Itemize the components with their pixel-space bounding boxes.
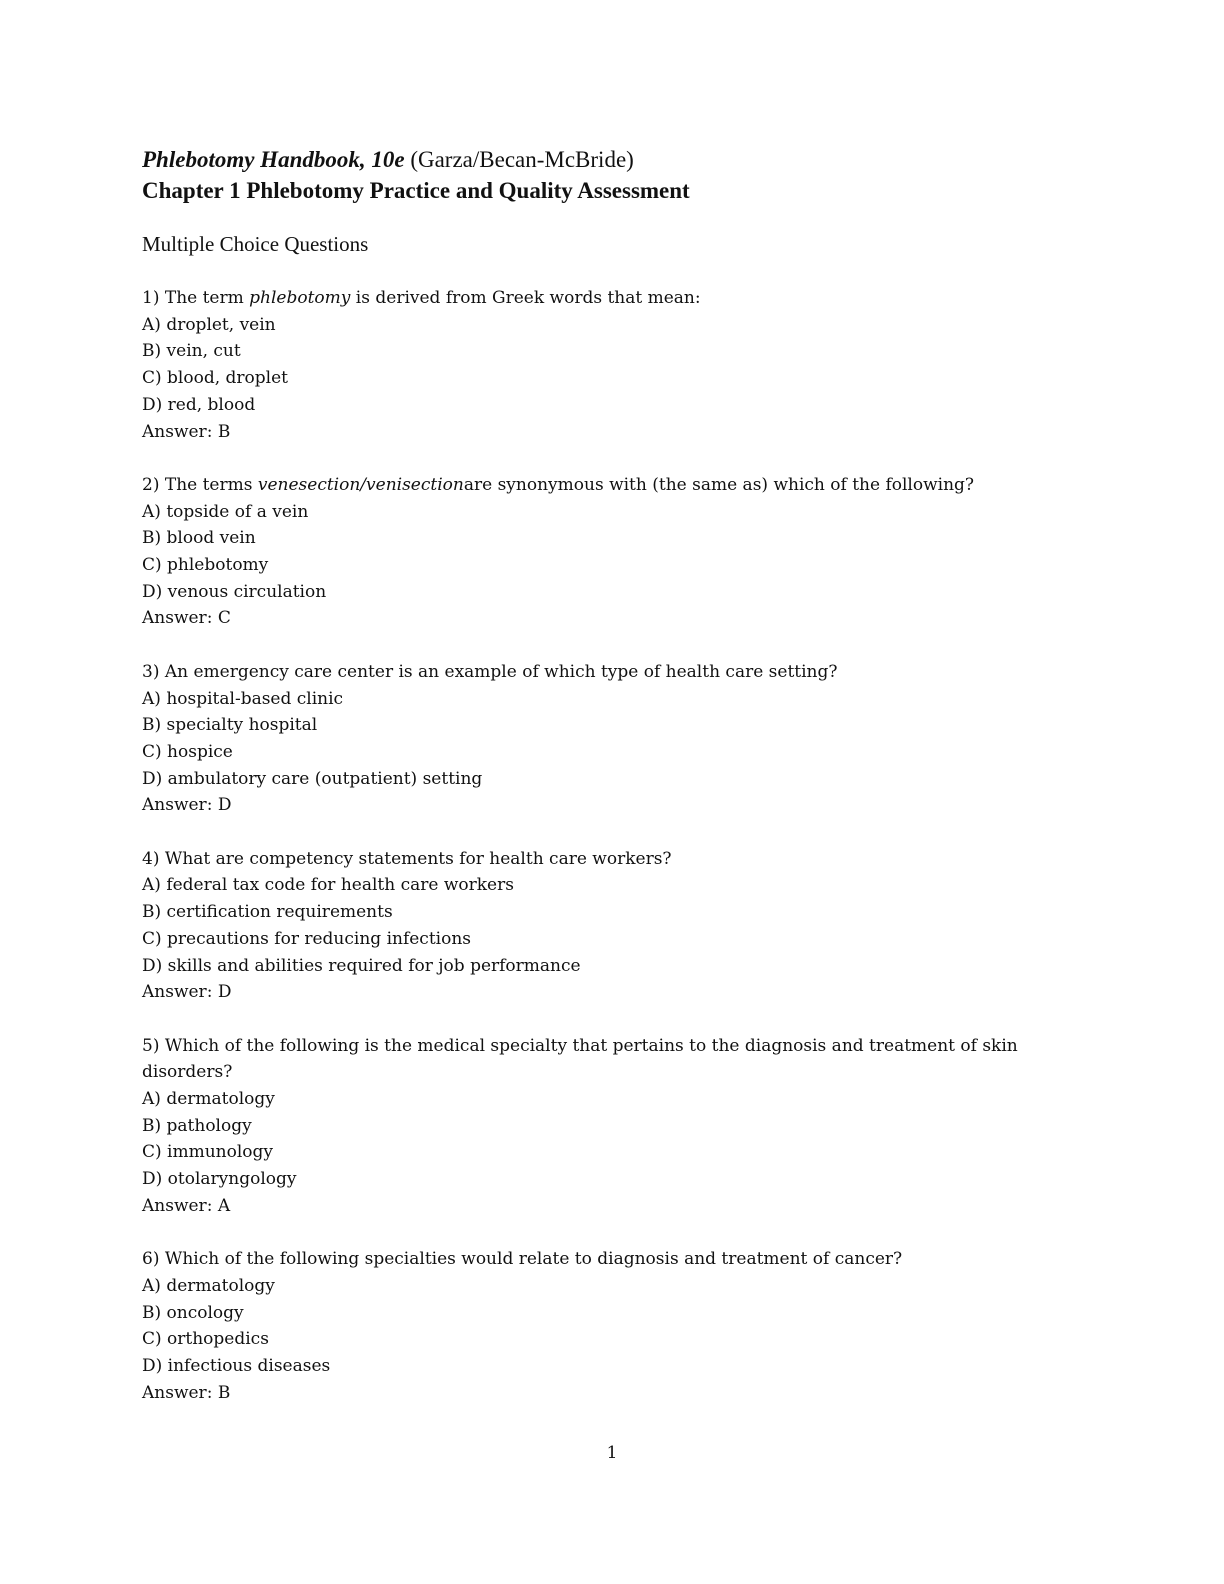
option-a: A) topside of a vein — [142, 501, 309, 522]
question-text: 4) What are competency statements for health care workers? — [142, 848, 672, 869]
book-authors: (Garza/Becan-McBride) — [410, 147, 634, 172]
option-c: C) blood, droplet — [142, 368, 288, 389]
answer: Answer: B — [142, 1382, 231, 1403]
book-title: Phlebotomy Handbook, 10e — [142, 147, 405, 172]
question-list — [142, 285, 1042, 1433]
question-text: 6) Which of the following specialties would relate to diagnosis and treatment of cancer? — [142, 1249, 903, 1270]
option-a: A) dermatology — [142, 1089, 275, 1110]
question-2 — [142, 472, 1042, 632]
option-a: A) hospital-based clinic — [142, 688, 344, 709]
question-text-suffix: are synonymous with (the same as) which of the following? — [463, 474, 975, 495]
answer: Answer: A — [142, 1195, 231, 1216]
question-text-prefix: 1) The term — [142, 288, 250, 308]
option-d: D) skills and abilities required for job performance — [142, 955, 581, 976]
answer: Answer: D — [142, 795, 232, 816]
option-b: B) specialty hospital — [142, 715, 318, 736]
option-d: D) ambulatory care (outpatient) setting — [142, 768, 483, 789]
option-a: A) federal tax code for health care workers — [142, 875, 514, 896]
question-text — [142, 285, 1042, 312]
question-term: venesection/venisection — [257, 474, 464, 495]
question-1 — [142, 285, 1042, 445]
option-a: A) dermatology — [142, 1275, 275, 1296]
option-b: B) blood vein — [142, 528, 256, 549]
section-heading: Multiple Choice Questions — [142, 232, 369, 256]
option-c: C) hospice — [142, 741, 233, 762]
option-c: C) immunology — [142, 1142, 274, 1163]
option-d: D) otolaryngology — [142, 1169, 297, 1190]
option-b: B) vein, cut — [142, 341, 241, 362]
question-text: 5) Which of the following is the medical specialty that pertains to the diagnosis and treatment of skin disorders? — [142, 1035, 1018, 1083]
question-5 — [142, 1033, 1042, 1220]
question-text-prefix: 2) The terms — [142, 474, 258, 495]
answer: Answer: C — [142, 608, 231, 629]
question-text-suffix: is derived from Greek words that mean: — [350, 288, 701, 308]
question-text — [142, 472, 1042, 499]
option-b: B) oncology — [142, 1302, 244, 1323]
question-6 — [142, 1246, 1042, 1406]
option-a: A) droplet, vein — [142, 314, 276, 335]
option-c: C) phlebotomy — [142, 555, 269, 576]
question-4 — [142, 846, 1042, 1006]
option-d: D) red, blood — [142, 394, 256, 415]
option-b: B) pathology — [142, 1115, 252, 1136]
option-d: D) infectious diseases — [142, 1356, 331, 1377]
option-d: D) venous circulation — [142, 581, 327, 602]
answer: Answer: B — [142, 421, 231, 442]
question-term: phlebotomy — [249, 288, 351, 308]
option-c: C) precautions for reducing infections — [142, 928, 472, 949]
option-b: B) certification requirements — [142, 902, 393, 923]
answer: Answer: D — [142, 982, 232, 1003]
option-c: C) orthopedics — [142, 1329, 269, 1350]
book-title-line — [142, 144, 1102, 175]
page-number: 1 — [606, 1443, 618, 1463]
question-3 — [142, 659, 1042, 819]
document-header — [142, 144, 1102, 206]
question-text: 3) An emergency care center is an example of which type of health care setting? — [142, 661, 838, 682]
chapter-title: Chapter 1 Phlebotomy Practice and Quality Assessment — [142, 178, 690, 203]
